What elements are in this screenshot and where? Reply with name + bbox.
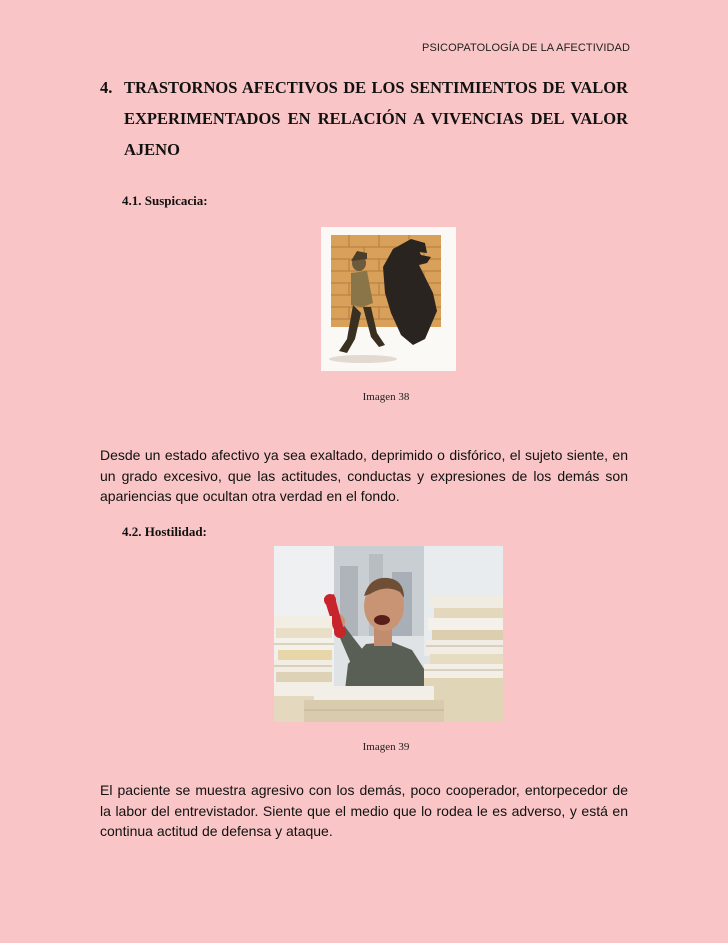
paragraph-suspicacia: Desde un estado afectivo ya sea exaltado, deprimido o disfórico, el sujeto siente, en un grado excesivo, que las actitudes, conductas y expresiones de los demás son apariencias que ocultan otra verdad en el fondo. <box>100 447 628 504</box>
suspicion-illustration-drawing <box>321 227 456 371</box>
figure-caption: Imagen 38 <box>362 391 410 403</box>
hostility-photo <box>274 546 503 722</box>
suspicion-illustration <box>321 227 456 371</box>
section-heading <box>100 72 628 165</box>
figure-caption: Imagen 39 <box>362 741 410 753</box>
section-title: TRASTORNOS AFECTIVOS DE LOS SENTIMIENTOS DE VALOR EXPERIMENTADOS EN RELACIÓN A VIVENCIAS DEL VALOR AJENO <box>124 78 628 159</box>
section-number: 4. <box>100 78 113 97</box>
paragraph-hostilidad: El paciente se muestra agresivo con los demás, poco cooperador, entorpecedor de la labor del entrevistador. Siente que el medio que lo rodea le es adverso, y está en continua actitud de defensa y ataque. <box>100 782 628 839</box>
hostility-photo-drawing <box>274 546 503 722</box>
subsection-heading-hostilidad: 4.2. Hostilidad: <box>122 524 207 539</box>
subsection-heading-suspicacia: 4.1. Suspicacia: <box>122 193 208 208</box>
running-header: PSICOPATOLOGÍA DE LA AFECTIVIDAD <box>422 42 630 54</box>
